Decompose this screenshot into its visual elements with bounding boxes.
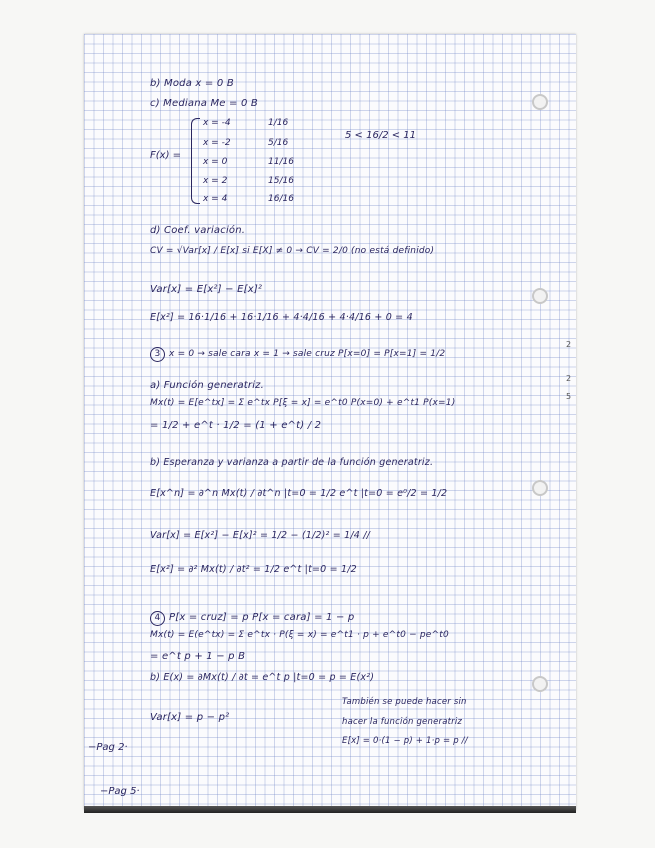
q3-b-title: b) Esperanza y varianza a partir de la función generatriz. <box>150 457 434 468</box>
q4-note3: E[x] = 0·(1 − p) + 1·p = p // <box>342 736 468 746</box>
cdf-row-x: x = 4 <box>203 194 228 204</box>
binder-hole <box>532 480 548 496</box>
q4-line2: = e^t p + 1 − p B <box>150 651 246 662</box>
cdf-row-x: x = -4 <box>203 118 231 128</box>
ex2-computation: E[x²] = 16·1/16 + 16·1/16 + 4·4/16 + 4·4/16 + 0 = 4 <box>150 312 413 323</box>
q4-line4: Var[x] = p − p² <box>150 712 230 723</box>
q3-b-line1: E[x^n] = ∂^n Mx(t) / ∂t^n |t=0 = 1/2 e^t |t=0 = e⁰/2 = 1/2 <box>150 488 448 499</box>
coef-title: d) Coef. variación. <box>150 225 246 236</box>
page-ref-5: −Pag 5· <box>100 786 140 797</box>
cdf-row-p: 15/16 <box>268 176 294 186</box>
q3-a-line2: = 1/2 + e^t · 1/2 = (1 + e^t) / 2 <box>150 420 322 431</box>
side-mark: 5 <box>566 392 572 401</box>
cdf-brace <box>191 118 200 204</box>
question-number: 3 <box>150 347 165 362</box>
cdf-row-x: x = -2 <box>203 138 231 148</box>
cdf-row-p: 1/16 <box>268 118 289 128</box>
q3-a-title: a) Función generatriz. <box>150 380 265 391</box>
moda-line: b) Moda x = 0 B <box>150 78 234 89</box>
mediana-line: c) Mediana Me = 0 B <box>150 98 258 109</box>
q3-intro-text: x = 0 → sale cara x = 1 → sale cruz P[x=0] = P[x=1] = 1/2 <box>169 349 446 359</box>
q4-intro <box>150 611 354 626</box>
var-formula: Var[x] = E[x²] − E[x]² <box>150 284 263 295</box>
cdf-row-p: 5/16 <box>268 138 289 148</box>
cdf-row-x: x = 0 <box>203 157 228 167</box>
cdf-row-x: x = 2 <box>203 176 228 186</box>
q3-intro <box>150 347 445 362</box>
cdf-label: F(x) = <box>150 150 182 161</box>
side-mark: 2 <box>566 340 572 349</box>
question-number: 4 <box>150 611 165 626</box>
page-bottom-edge <box>84 806 576 813</box>
q3-b-line2: Var[x] = E[x²] − E[x]² = 1/2 − (1/2)² = 1/4 // <box>150 530 371 541</box>
cdf-row-p: 11/16 <box>268 157 294 167</box>
cdf-row-p: 16/16 <box>268 194 294 204</box>
q4-line1: Mx(t) = E(e^tx) = Σ e^tx · P(ξ = x) = e^t1 · p + e^t0 − pe^t0 <box>150 630 449 640</box>
q4-note1: También se puede hacer sin <box>342 697 467 707</box>
binder-hole <box>532 676 548 692</box>
median-condition: 5 < 16/2 < 11 <box>345 130 417 141</box>
q4-intro-text: P[x = cruz] = p P[x = cara] = 1 − p <box>169 612 355 623</box>
binder-hole <box>532 288 548 304</box>
binder-hole <box>532 94 548 110</box>
q3-b-line3: E[x²] = ∂² Mx(t) / ∂t² = 1/2 e^t |t=0 = 1/2 <box>150 564 357 575</box>
page-ref-2: −Pag 2· <box>88 742 128 753</box>
q3-a-line1: Mx(t) = E[e^tx] = Σ e^tx P[ξ = x] = e^t0 P(x=0) + e^t1 P(x=1) <box>150 398 456 408</box>
coef-formula: CV = √Var[x] / E[x] si E[X] ≠ 0 → CV = 2/0 (no está definido) <box>150 246 435 256</box>
side-mark: 2 <box>566 374 572 383</box>
q4-note2: hacer la función generatriz <box>342 717 463 727</box>
q4-line3: b) E(x) = ∂Mx(t) / ∂t = e^t p |t=0 = p = E(x²) <box>150 672 375 683</box>
